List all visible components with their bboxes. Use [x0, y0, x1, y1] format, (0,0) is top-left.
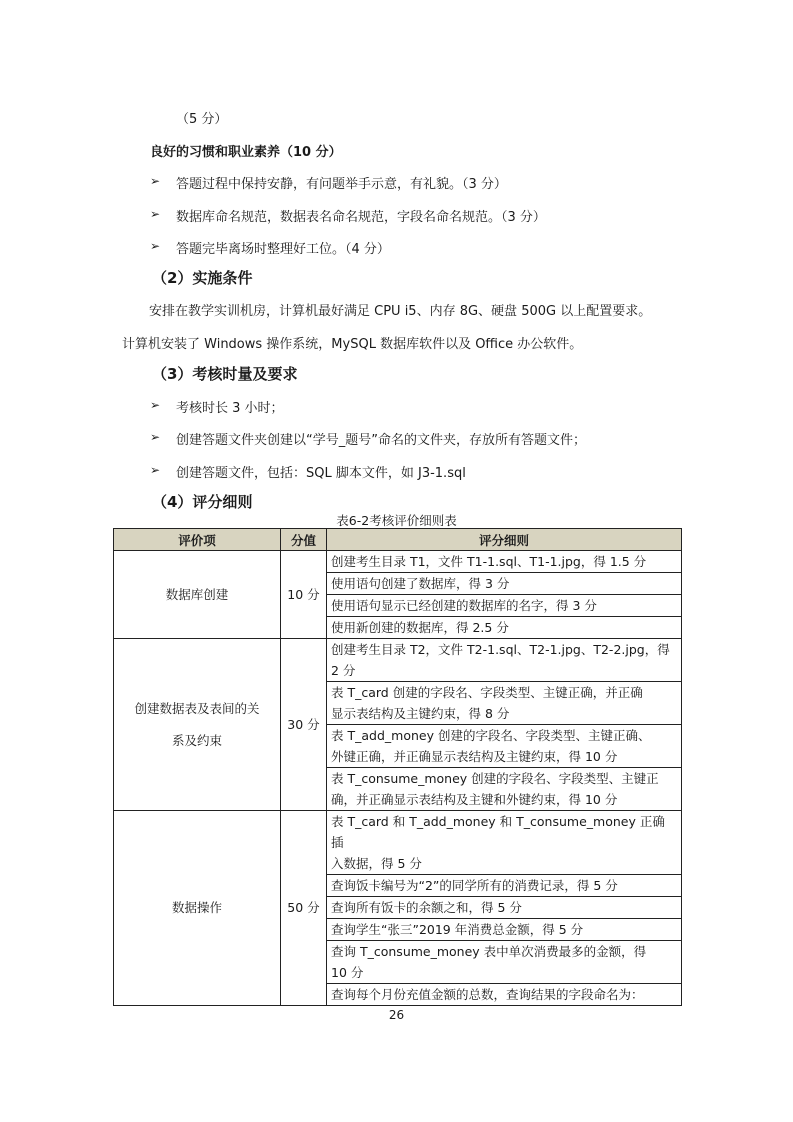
detail-cell	[327, 811, 682, 875]
table-header-row	[114, 529, 682, 551]
group-item-cell	[114, 811, 281, 1006]
rubric-table	[113, 528, 682, 1006]
detail-line: 2 分	[331, 663, 356, 678]
detail-cell	[327, 768, 682, 811]
detail-line: 查询饭卡编号为“2”的同学所有的消费记录，得 5 分	[331, 878, 618, 893]
section4-heading: （4）评分细则	[152, 493, 253, 511]
header-score: 分值	[281, 529, 327, 551]
group-item-cell	[114, 639, 281, 811]
detail-line: 表 T_add_money 创建的字段名、字段类型、主键正确、	[331, 728, 651, 743]
section2-heading: （2）实施条件	[152, 269, 253, 287]
detail-line: 查询每个月份充值金额的总数，查询结果的字段命名为：	[331, 987, 644, 1002]
section3-bullet-3: 创建答题文件，包括：SQL 脚本文件，如 J3-1.sql	[176, 466, 466, 481]
detail-cell: 使用语句创建了数据库，得 3 分	[327, 573, 682, 595]
detail-line: 显示表结构及主键约束，得 8 分	[331, 706, 510, 721]
group-item-label-line1: 创建数据表及表间的关	[134, 700, 260, 716]
detail-cell: 创建考生目录 T1，文件 T1-1.sql、T1-1.jpg，得 1.5 分	[327, 551, 682, 573]
habit-bullet-3: 答题完毕离场时整理好工位。（4 分）	[176, 242, 390, 257]
detail-line: 创建考生目录 T2，文件 T2-1.sql、T2-1.jpg、T2-2.jpg，得	[331, 642, 670, 657]
detail-cell	[327, 984, 682, 1006]
bullet-marker-icon: ➢	[150, 174, 161, 188]
group-item-label-line2: 系及约束	[171, 732, 222, 748]
detail-line: 查询所有饭卡的余额之和，得 5 分	[331, 900, 522, 915]
detail-cell: 使用新创建的数据库，得 2.5 分	[327, 617, 682, 639]
detail-cell	[327, 725, 682, 768]
detail-cell	[327, 682, 682, 725]
detail-cell	[327, 897, 682, 919]
table-row	[114, 811, 682, 875]
group-item-cell	[114, 551, 281, 639]
section3-bullet-2: 创建答题文件夹创建以“学号_题号”命名的文件夹，存放所有答题文件；	[176, 433, 586, 448]
group-item-label: 数据库创建	[165, 586, 229, 602]
group-score-cell	[281, 811, 327, 1006]
detail-cell	[327, 919, 682, 941]
bullet-marker-icon: ➢	[150, 463, 161, 477]
habit-bullet-1: 答题过程中保持安静，有问题举手示意，有礼貌。（3 分）	[176, 177, 507, 192]
section3-bullet-1: 考核时长 3 小时；	[176, 401, 284, 416]
group-score-label: 10 分	[287, 586, 320, 602]
section2-para-line1: 安排在教学实训机房，计算机最好满足 CPU i5、内存 8G、硬盘 500G 以上配置要求。	[149, 304, 652, 319]
group-score-label: 30 分	[287, 716, 320, 732]
header-item: 评价项	[114, 529, 281, 551]
group-score-label: 50 分	[287, 900, 320, 915]
habit-heading: 良好的习惯和职业素养（10 分）	[150, 145, 342, 160]
detail-line: 查询学生“张三”2019 年消费总金额，得 5 分	[331, 922, 584, 937]
table-caption: 表6-2考核评价细则表	[336, 513, 457, 528]
group-item-label: 数据操作	[171, 900, 222, 915]
habit-bullet-2: 数据库命名规范，数据表名命名规范，字段名命名规范。（3 分）	[176, 210, 546, 225]
table-row	[114, 551, 682, 573]
page-number: 26	[388, 1008, 405, 1022]
header-detail: 评分细则	[327, 529, 682, 551]
detail-cell	[327, 639, 682, 682]
detail-line: 10 分	[331, 965, 364, 980]
bullet-marker-icon: ➢	[150, 398, 161, 412]
detail-line: 查询 T_consume_money 表中单次消费最多的金额，得	[331, 944, 647, 959]
score-note: （5 分）	[176, 112, 228, 127]
section3-heading: （3）考核时量及要求	[152, 365, 298, 383]
group-score-cell	[281, 551, 327, 639]
detail-line: 表 T_card 和 T_add_money 和 T_consume_money 正确插	[331, 814, 665, 850]
group-score-cell	[281, 639, 327, 811]
table-row	[114, 639, 682, 682]
bullet-marker-icon: ➢	[150, 239, 161, 253]
detail-cell	[327, 875, 682, 897]
detail-cell	[327, 941, 682, 984]
detail-line: 确，并正确显示表结构及主键和外键约束，得 10 分	[331, 792, 618, 807]
detail-line: 入数据，得 5 分	[331, 856, 422, 871]
detail-line: 表 T_consume_money 创建的字段名、字段类型、主键正	[331, 771, 659, 786]
section2-para-line2: 计算机安装了 Windows 操作系统，MySQL 数据库软件以及 Office 办公软件。	[122, 337, 583, 352]
detail-line: 外键正确，并正确显示表结构及主键约束，得 10 分	[331, 749, 618, 764]
bullet-marker-icon: ➢	[150, 207, 161, 221]
detail-cell: 使用语句显示已经创建的数据库的名字，得 3 分	[327, 595, 682, 617]
detail-line: 表 T_card 创建的字段名、字段类型、主键正确，并正确	[331, 685, 643, 700]
bullet-marker-icon: ➢	[150, 430, 161, 444]
